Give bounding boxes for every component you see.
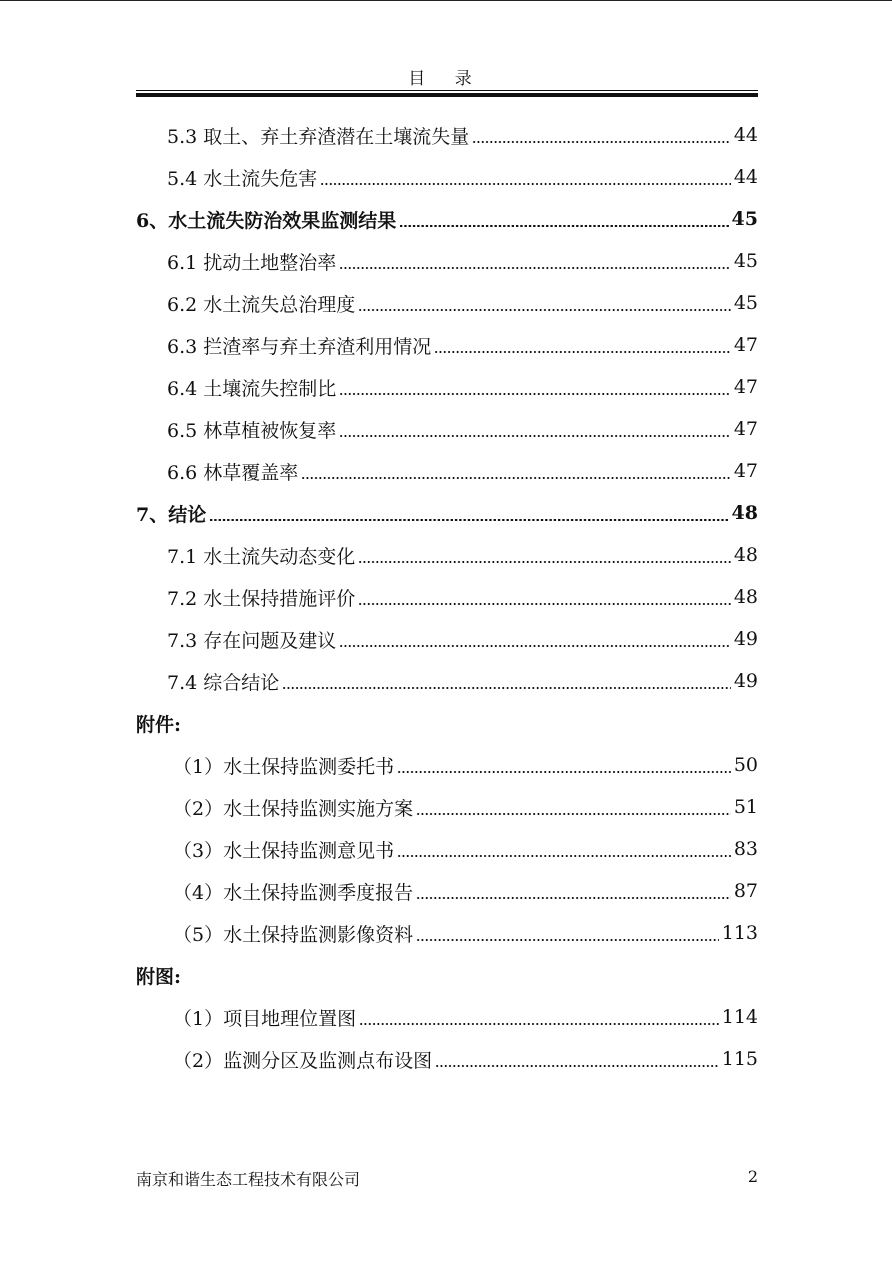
toc-entry-page-number: 44	[733, 166, 758, 188]
toc-entry-label: 7、结论	[136, 503, 207, 526]
toc-entry-page-number: 115	[721, 1048, 758, 1070]
toc-entry-label: （5）水土保持监测影像资料	[173, 923, 414, 946]
toc-entry-page-number: 47	[733, 376, 758, 398]
toc-section-heading	[136, 954, 758, 996]
toc-leader-dots	[282, 687, 731, 689]
toc-entry-label: 5.3 取土、弃土弃渣潜在土壤流失量	[167, 125, 470, 148]
toc-entry-label: 6.1 扰动土地整治率	[167, 251, 337, 274]
toc-entry[interactable]	[136, 660, 758, 702]
toc-entry-page-number: 44	[733, 124, 758, 146]
toc-leader-dots	[320, 183, 731, 185]
toc-entry-page-number: 114	[721, 1006, 758, 1028]
toc-leader-dots	[359, 1023, 719, 1025]
toc-entry[interactable]	[136, 744, 758, 786]
toc-leader-dots	[397, 771, 731, 773]
table-of-contents	[136, 114, 758, 1080]
toc-entry-label: 6.4 土壤流失控制比	[167, 377, 337, 400]
toc-entry[interactable]	[136, 408, 758, 450]
page-top-border	[0, 0, 892, 1]
toc-section-heading	[136, 702, 758, 744]
toc-entry[interactable]	[136, 282, 758, 324]
toc-leader-dots	[339, 393, 731, 395]
toc-entry-page-number: 83	[733, 838, 758, 860]
toc-leader-dots	[472, 141, 731, 143]
footer-page-number: 2	[747, 1167, 758, 1186]
toc-entry[interactable]	[136, 156, 758, 198]
toc-leader-dots	[435, 1065, 719, 1067]
header-double-rule	[136, 90, 758, 97]
toc-leader-dots	[416, 897, 731, 899]
toc-entry-page-number: 87	[733, 880, 758, 902]
toc-entry-label: 6.6 林草覆盖率	[167, 461, 299, 484]
toc-entry[interactable]	[136, 576, 758, 618]
toc-entry-page-number: 48	[731, 502, 758, 524]
toc-entry-label: 6.2 水土流失总治理度	[167, 293, 356, 316]
toc-entry-label: （4）水土保持监测季度报告	[173, 881, 414, 904]
toc-entry[interactable]	[136, 114, 758, 156]
toc-leader-dots	[339, 435, 731, 437]
toc-leader-dots	[358, 561, 731, 563]
toc-entry[interactable]	[136, 366, 758, 408]
toc-entry[interactable]	[136, 450, 758, 492]
toc-entry-label: 5.4 水土流失危害	[167, 167, 318, 190]
toc-entry[interactable]	[136, 912, 758, 954]
toc-entry-label: 7.3 存在问题及建议	[167, 629, 337, 652]
toc-leader-dots	[339, 645, 731, 647]
page-header-title: 目 录	[408, 69, 484, 89]
toc-entry-page-number: 45	[733, 250, 758, 272]
toc-entry-label: 7.1 水土流失动态变化	[167, 545, 356, 568]
toc-entry-page-number: 113	[721, 922, 758, 944]
toc-section-heading-label: 附件:	[136, 713, 182, 736]
toc-entry-label: （2）监测分区及监测点布设图	[173, 1049, 433, 1072]
toc-entry[interactable]	[136, 198, 758, 240]
toc-entry-page-number: 49	[733, 670, 758, 692]
toc-entry[interactable]	[136, 870, 758, 912]
toc-entry-label: （2）水土保持监测实施方案	[173, 797, 414, 820]
toc-entry[interactable]	[136, 996, 758, 1038]
toc-entry-page-number: 45	[733, 292, 758, 314]
toc-entry-label: 6.3 拦渣率与弃土弃渣利用情况	[167, 335, 432, 358]
toc-entry-label: （1）项目地理位置图	[173, 1007, 357, 1030]
toc-leader-dots	[397, 855, 731, 857]
toc-leader-dots	[339, 267, 731, 269]
toc-leader-dots	[434, 351, 731, 353]
toc-entry-page-number: 51	[733, 796, 758, 818]
toc-entry-page-number: 47	[733, 418, 758, 440]
toc-entry-label: 7.2 水土保持措施评价	[167, 587, 356, 610]
toc-leader-dots	[416, 813, 731, 815]
toc-entry-page-number: 50	[733, 754, 758, 776]
toc-leader-dots	[358, 603, 731, 605]
toc-leader-dots	[358, 309, 731, 311]
toc-entry-page-number: 47	[733, 460, 758, 482]
toc-entry[interactable]	[136, 786, 758, 828]
toc-section-heading-label: 附图:	[136, 965, 182, 988]
toc-entry[interactable]	[136, 324, 758, 366]
toc-entry[interactable]	[136, 240, 758, 282]
toc-entry[interactable]	[136, 1038, 758, 1080]
toc-leader-dots	[209, 519, 728, 521]
toc-leader-dots	[416, 939, 719, 941]
toc-entry[interactable]	[136, 618, 758, 660]
toc-entry-label: 6.5 林草植被恢复率	[167, 419, 337, 442]
toc-entry[interactable]	[136, 492, 758, 534]
footer-company: 南京和谐生态工程技术有限公司	[136, 1170, 361, 1189]
toc-entry-page-number: 49	[733, 628, 758, 650]
toc-entry-page-number: 47	[733, 334, 758, 356]
toc-entry-label: （1）水土保持监测委托书	[173, 755, 395, 778]
toc-leader-dots	[301, 477, 731, 479]
toc-entry[interactable]	[136, 828, 758, 870]
toc-entry-page-number: 48	[733, 586, 758, 608]
toc-entry-label: 6、水土流失防治效果监测结果	[136, 209, 397, 232]
toc-leader-dots	[399, 225, 728, 227]
toc-entry-label: 7.4 综合结论	[167, 671, 280, 694]
toc-entry-page-number: 45	[731, 208, 758, 230]
toc-entry-page-number: 48	[733, 544, 758, 566]
toc-entry-label: （3）水土保持监测意见书	[173, 839, 395, 862]
toc-entry[interactable]	[136, 534, 758, 576]
